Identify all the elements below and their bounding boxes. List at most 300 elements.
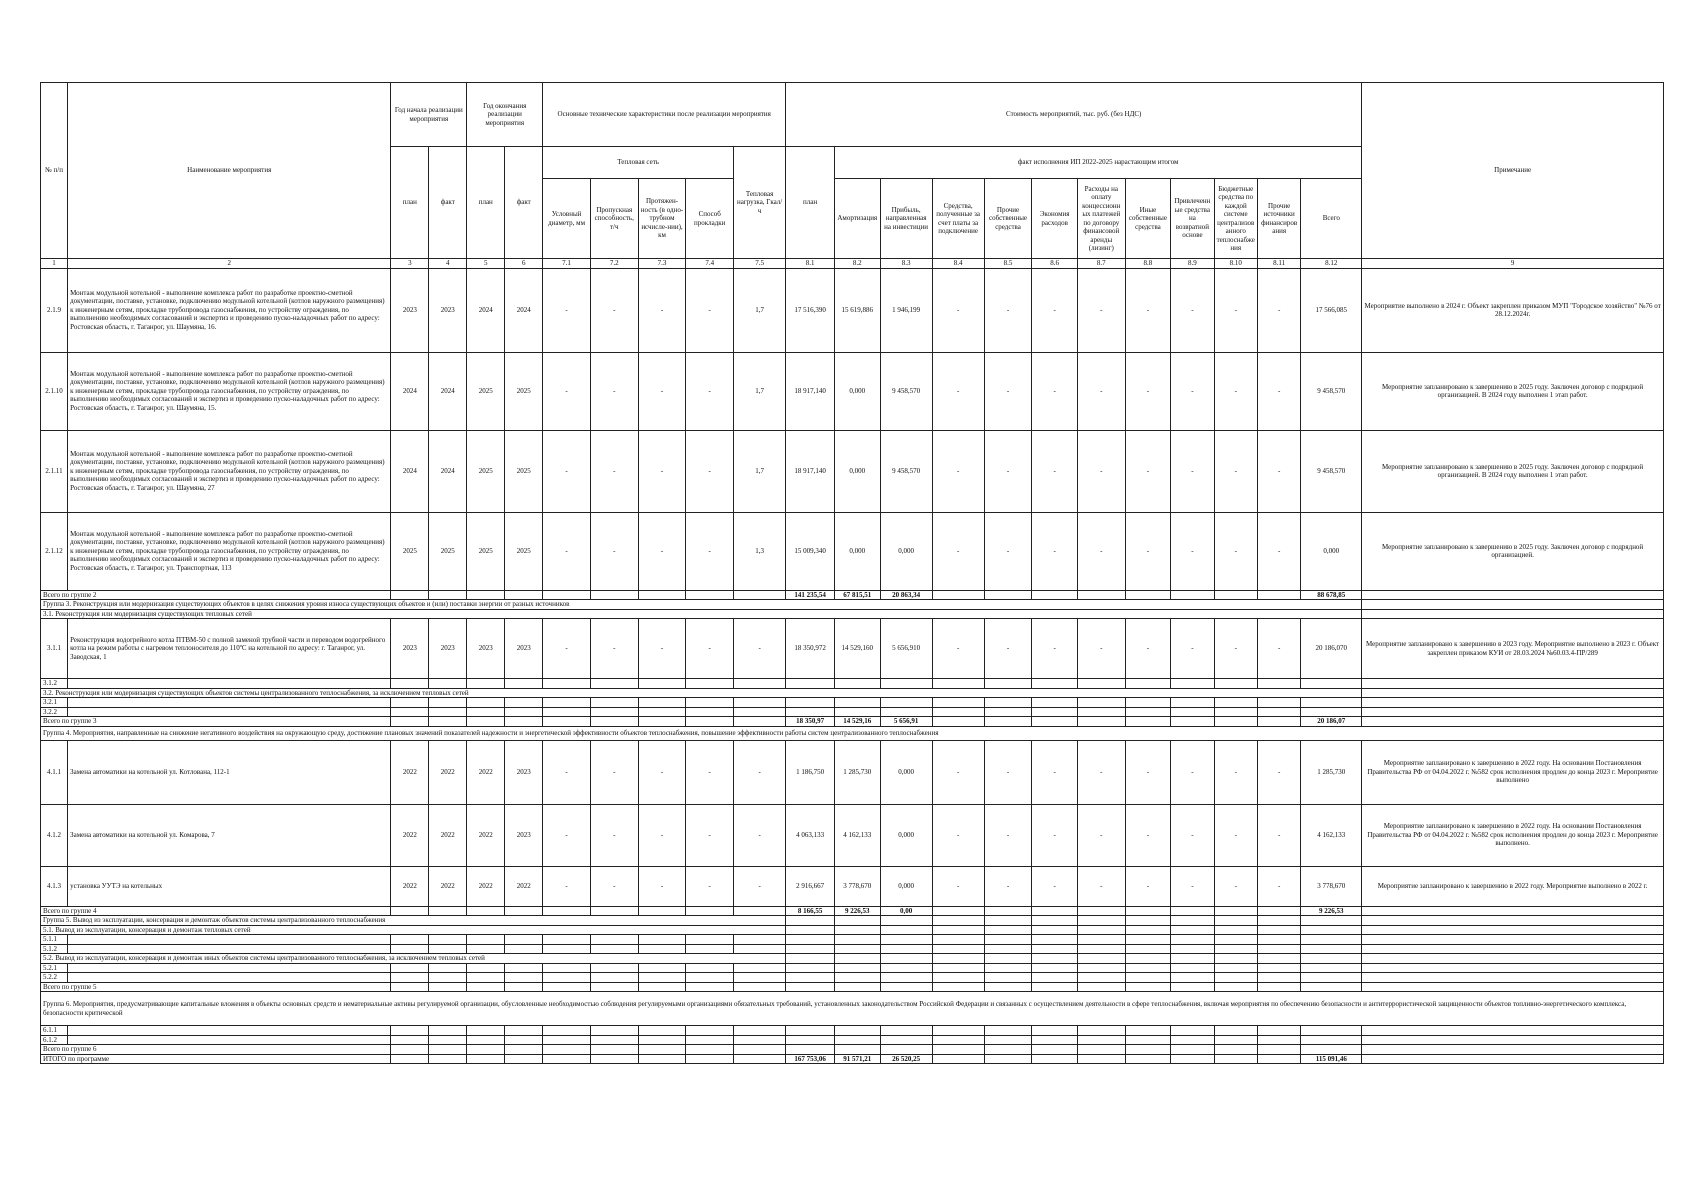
column-number: 8.1 [786,259,835,269]
other-own-header: Прочие собственные средства [984,179,1032,259]
row-cell: 18 350,972 [786,619,835,679]
row-cell: - [1171,619,1214,679]
total-plan: 141 235,54 [786,590,835,600]
row-note: Мероприятие запланировано к завершению в 2025 году. Заключен договор с подрядной организацией. В 2024 году выполнен 1 этап работ. [1362,352,1664,430]
table-row [41,740,1664,804]
total-label: Всего по группе 4 [41,906,391,916]
column-number: 9 [1362,259,1664,269]
row-cell: - [1171,352,1214,430]
column-number: 8.8 [1125,259,1171,269]
tech-char-header: Основные технические характеристики после реализации мероприятия [543,83,786,147]
row-cell: - [543,866,591,906]
subgroup-title: 3.1. Реконструкция или модернизация существующих тепловых сетей [41,609,1362,619]
fact-ip-header: факт исполнения ИП 2022-2025 нарастающим итогом [835,147,1362,179]
row-number: 5.1.1 [41,935,68,945]
row-cell: 1,7 [734,352,786,430]
row-cell: - [1032,268,1078,352]
row-cell: - [1214,866,1257,906]
row-cell: 2024 [467,268,505,352]
diameter-header: Условный диаметр, мм [543,179,591,259]
total-plan: 18 350,97 [786,717,835,727]
row-cell: - [734,619,786,679]
row-cell: 2024 [505,268,543,352]
row-cell: 0,000 [835,512,881,590]
row-cell: - [984,619,1032,679]
row-cell: - [1257,268,1300,352]
row-cell: - [1171,866,1214,906]
row-cell: 1 285,730 [835,740,881,804]
row-cell: 2022 [391,740,429,804]
row-cell: 2025 [467,512,505,590]
column-number: 8.9 [1171,259,1214,269]
row-cell: 2022 [505,866,543,906]
row-note: Мероприятие запланировано к завершению в 2025 году. Заключен договор с подрядной организацией. В 2024 году выполнен 1 этап работ. [1362,430,1664,512]
row-number: 3.1.1 [41,619,68,679]
row-cell: 0,000 [880,866,932,906]
row-cell: 18 917,140 [786,430,835,512]
column-number: 6 [505,259,543,269]
table-row [41,352,1664,430]
total-label: Всего по группе 6 [41,1045,391,1055]
row-cell: 2025 [505,430,543,512]
row-cell: - [543,352,591,430]
row-name: Монтаж модульной котельной - выполнение комплекса работ по разработке проектно-сметной документации, поставке, установке, подключению модульной котельной (котлов наружного размещения) к инженерным сетям, прокладке трубопровода газоснабжения, по устройству ограждения, по выполнению необходимых согласований и экспертиз и проведению пуско-наладочных работ по адресу: Ростовская область, г. Таганрог, ул. Шаумяна, 27 [68,430,391,512]
row-cell: - [1077,352,1125,430]
row-cell: - [686,512,734,590]
column-number: 8.12 [1301,259,1362,269]
table-row [41,866,1664,906]
table-row [41,512,1664,590]
row-name: Монтаж модульной котельной - выполнение комплекса работ по разработке проектно-сметной документации, поставке, установке, подключению модульной котельной (котлов наружного размещения) к инженерным сетям, прокладке трубопровода газоснабжения, по устройству ограждения, по выполнению необходимых согласований и экспертиз и проведению пуско-наладочных работ по адресу: Ростовская область, г. Таганрог, ул. Шаумяна, 15. [68,352,391,430]
row-cell: - [686,430,734,512]
table-row [41,619,1664,679]
row-cell: - [1214,268,1257,352]
row-cell: - [543,619,591,679]
group-3-total-row [41,717,1664,727]
row-cell: - [543,804,591,866]
cost-header: Стоимость мероприятий, тыс. руб. (без НДС) [786,83,1362,147]
row-cell: - [686,804,734,866]
row-cell: 2024 [391,352,429,430]
row-cell: - [984,268,1032,352]
total-label: Всего по группе 3 [41,717,391,727]
row-cell: - [1257,430,1300,512]
group-4-title-row [41,726,1664,740]
row-cell: - [1171,430,1214,512]
table-row [41,430,1664,512]
row-cell: - [1125,619,1171,679]
column-number: 8.10 [1214,259,1257,269]
row-cell: 3 778,670 [1301,866,1362,906]
grand-total-sum: 115 091,46 [1301,1054,1362,1064]
row-cell: - [686,866,734,906]
column-number: 8.4 [932,259,984,269]
total-profit: 5 656,91 [880,717,932,727]
row-cell: - [1257,866,1300,906]
row-cell: 4 063,133 [786,804,835,866]
grand-total-label: ИТОГО по программе [41,1054,391,1064]
row-cell: 2023 [505,804,543,866]
column-number: 3 [391,259,429,269]
grand-total-plan: 167 753,06 [786,1054,835,1064]
total-profit: 20 863,34 [880,590,932,600]
row-cell: 0,000 [835,430,881,512]
laying-header: Способ прокладки [686,179,734,259]
column-number: 8.7 [1077,259,1125,269]
row-note: Мероприятие запланировано к завершению в 2022 году. На основании Постановления Правительства РФ от 04.04.2022 г. №582 срок исполнения продлен до конца 2023 г. Мероприятие выполнено [1362,740,1664,804]
row-cell: 2025 [467,352,505,430]
heat-net-header: Тепловая сеть [543,147,734,179]
row-number: 2.1.12 [41,512,68,590]
row-cell: - [932,512,984,590]
column-number: 4 [429,259,467,269]
row-cell: 1 186,750 [786,740,835,804]
group-title: Группа 6. Мероприятия, предусматривающие капитальные вложения в объекты основных средств и нематериальные активы регулируемой организации, обусловленные необходимостью соблюдения регулируемыми организациями обязательных требований, установленных законодательством Российской Федерации и связанных с осуществлением деятельности в сфере теплоснабжения, включая мероприятия по обеспечению безопасности и антитеррористической защищенности объектов топливно-энергетического комплекса, безопасности критической [41,992,1664,1026]
total-label: Всего по группе 2 [41,590,391,600]
column-number: 7.2 [590,259,638,269]
subgroup-title: 3.2. Реконструкция или модернизация существующих объектов системы централизованного теплоснабжения, за исключением тепловых сетей [41,688,1362,698]
column-number: 7.1 [543,259,591,269]
row-number: 5.2.2 [41,973,68,983]
row-cell: 0,000 [880,804,932,866]
subgroup-row [41,954,1664,964]
row-cell: 2023 [429,619,467,679]
row-cell: - [984,866,1032,906]
group-4-rows [41,740,1664,906]
grand-total-profit: 26 520,25 [880,1054,932,1064]
row-cell: - [1214,740,1257,804]
total-sum: 9 226,53 [1301,906,1362,916]
row-cell: - [590,352,638,430]
row-cell: - [590,619,638,679]
row-cell: 1 285,730 [1301,740,1362,804]
group-6-title-row [41,992,1664,1026]
row-cell: - [1077,866,1125,906]
col-name-header: Наименование мероприятия [68,83,391,259]
column-number: 5 [467,259,505,269]
row-cell: 18 917,140 [786,352,835,430]
cost-plan-header: план [786,147,835,259]
row-number: 6.1.2 [41,1035,68,1045]
row-name: Монтаж модульной котельной - выполнение комплекса работ по разработке проектно-сметной документации, поставке, установке, подключению модульной котельной (котлов наружного размещения) к инженерным сетям, прокладке трубопровода газоснабжения, по устройству ограждения, по выполнению необходимых согласований и экспертиз и проведению пуско-наладочных работ по адресу: Ростовская область, г. Таганрог, ул. Транспортная, 113 [68,512,391,590]
group-3-rows [41,619,1664,679]
length-header: Протяжен-ность (в одно-трубном исчисле-нии), км [638,179,686,259]
group-2-total-row [41,590,1664,600]
empty-row [41,707,1664,717]
row-cell: 4 162,133 [1301,804,1362,866]
row-number: 3.2.2 [41,707,68,717]
empty-row [41,1026,1664,1036]
row-number: 3.2.1 [41,698,68,708]
budget-header: Бюджетные средства по каждой системе централизованного теплоснабжения [1214,179,1257,259]
row-cell: - [1171,804,1214,866]
group-4-total-row [41,906,1664,916]
empty-row [41,1035,1664,1045]
table-row [41,804,1664,866]
capacity-header: Пропускная способность, т/ч [590,179,638,259]
row-cell: - [686,619,734,679]
group-5-title-row [41,916,1664,926]
investment-table [40,82,1664,1064]
row-cell: 1,7 [734,268,786,352]
row-cell: - [590,804,638,866]
group-5-total-row [41,982,1664,992]
row-note: Мероприятие выполнено в 2024 г. Объект закреплен приказом МУП "Городское хозяйство" №76 от 28.12.2024г. [1362,268,1664,352]
row-cell: 15 009,340 [786,512,835,590]
row-cell: - [1125,512,1171,590]
row-note: Мероприятие запланировано к завершению в 2023 году. Мероприятие выполнено в 2023 г. Объект закреплен приказом КУИ от 28.03.2024 №60.03.4-ПР/289 [1362,619,1664,679]
row-number: 4.1.2 [41,804,68,866]
table-row [41,268,1664,352]
row-cell: - [984,512,1032,590]
col-num-header: № п/п [41,83,68,259]
note-header: Примечание [1362,83,1664,259]
end-plan-header: план [467,147,505,259]
row-cell: - [543,512,591,590]
row-cell: 2022 [429,740,467,804]
row-cell: - [1077,804,1125,866]
row-number: 3.1.2 [41,679,68,689]
column-number: 7.5 [734,259,786,269]
group-2-rows [41,268,1664,590]
row-cell: 2025 [467,430,505,512]
borrowed-header: Привлеченные средства на возвратной основе [1171,179,1214,259]
row-cell: 9 458,570 [1301,430,1362,512]
column-number: 8.6 [1032,259,1078,269]
start-plan-header: план [391,147,429,259]
col-end-year-header: Год окончания реализации мероприятия [467,83,543,147]
total-sum: 88 678,85 [1301,590,1362,600]
row-cell: 2023 [505,740,543,804]
row-cell: - [1171,740,1214,804]
row-cell: - [1032,866,1078,906]
col-start-year-header: Год начала реализации мероприятия [391,83,467,147]
lease-header: Расходы на оплату концессионных платежей по договору финансовой аренды (лизинг) [1077,179,1125,259]
row-cell: 4 162,133 [835,804,881,866]
group-title: Группа 5. Вывод из эксплуатации, консервация и демонтаж объектов системы централизованного теплоснабжения [41,916,786,926]
row-cell: - [1214,512,1257,590]
amort-header: Амортизация [835,179,881,259]
row-cell: - [543,430,591,512]
investment-program-sheet [40,82,1664,1116]
row-cell: 5 656,910 [880,619,932,679]
empty-row [41,679,1664,689]
heat-load-header: Тепловая нагрузка, Гкал/ч [734,147,786,259]
row-name: Реконструкция водогрейного котла ПТВМ-50 с полной заменой трубной части и переводом водогрейного котла на режим работы с нагревом теплоносителя до 110ºС на котельной по адресу: г. Таганрог, ул. Заводская, 1 [68,619,391,679]
total-header: Всего [1301,179,1362,259]
empty-row [41,973,1664,983]
row-cell: 2024 [429,352,467,430]
row-cell: - [686,740,734,804]
row-cell: 2024 [391,430,429,512]
row-cell: - [932,804,984,866]
total-amort: 67 815,51 [835,590,881,600]
column-number: 7.3 [638,259,686,269]
group-title: Группа 4. Мероприятия, направленные на снижение негативного воздействия на окружающую среду, достижение плановых значений показателей надежности и энергетической эффективности объектов теплоснабжения, повышение эффективности работы систем централизованного теплоснабжения [41,726,1664,740]
row-cell: - [638,866,686,906]
row-cell: - [1077,740,1125,804]
row-cell: 2023 [391,268,429,352]
row-cell: - [1125,430,1171,512]
row-cell: - [590,866,638,906]
row-cell: 2022 [467,804,505,866]
row-cell: - [932,866,984,906]
row-cell: 1 946,199 [880,268,932,352]
column-number: 1 [41,259,68,269]
row-number: 2.1.11 [41,430,68,512]
row-cell: - [932,352,984,430]
row-number: 5.2.1 [41,963,68,973]
group-3-title-row [41,600,1664,610]
row-cell: - [638,352,686,430]
row-cell: - [984,352,1032,430]
row-cell: 2022 [429,866,467,906]
row-cell: 1,3 [734,512,786,590]
row-cell: 2022 [391,866,429,906]
row-cell: - [638,430,686,512]
row-cell: - [1032,804,1078,866]
row-cell: - [1077,512,1125,590]
row-cell: 2023 [505,619,543,679]
subgroup-title: 5.1. Вывод из эксплуатации, консервация и демонтаж тепловых сетей [41,925,786,935]
row-cell: 2025 [505,352,543,430]
row-cell: 2025 [391,512,429,590]
row-cell: 20 186,070 [1301,619,1362,679]
row-cell: - [1032,430,1078,512]
grand-total-row [41,1054,1664,1064]
row-cell: - [1214,430,1257,512]
row-cell: - [1125,866,1171,906]
row-cell: - [734,866,786,906]
row-number: 2.1.9 [41,268,68,352]
row-cell: - [1257,352,1300,430]
row-cell: - [984,740,1032,804]
row-cell: - [543,268,591,352]
group-6-total-row [41,1045,1664,1055]
row-number: 2.1.10 [41,352,68,430]
row-cell: 2022 [429,804,467,866]
subgroup-row [41,609,1664,619]
row-cell: 2025 [429,512,467,590]
empty-row [41,698,1664,708]
row-cell: - [1257,804,1300,866]
row-cell: - [1171,512,1214,590]
other-src-header: Прочие источники финансирования [1257,179,1300,259]
row-cell: - [638,619,686,679]
empty-row [41,963,1664,973]
row-cell: - [1125,268,1171,352]
row-cell: 2022 [391,804,429,866]
row-cell: 1,7 [734,430,786,512]
row-cell: 2024 [429,430,467,512]
connect-header: Средства, полученные за счет платы за подключение [932,179,984,259]
row-name: установка УУТЭ на котельных [68,866,391,906]
column-number: 7.4 [686,259,734,269]
total-plan: 8 166,55 [786,906,835,916]
total-profit: 0,00 [880,906,932,916]
row-note: Мероприятие запланировано к завершению в 2022 году. Мероприятие выполнено в 2022 г. [1362,866,1664,906]
row-cell: - [590,512,638,590]
column-number: 8.3 [880,259,932,269]
row-cell: 9 458,570 [1301,352,1362,430]
profit-header: Прибыль, направленная на инвестиции [880,179,932,259]
row-cell: 2023 [467,619,505,679]
row-cell: - [984,430,1032,512]
row-note: Мероприятие запланировано к завершению в 2025 году. Заключен договор с подрядной организацией. [1362,512,1664,590]
row-cell: - [1125,740,1171,804]
total-amort: 9 226,53 [835,906,881,916]
row-cell: - [638,268,686,352]
row-cell: 15 619,886 [835,268,881,352]
row-cell: - [1257,619,1300,679]
column-number: 8.2 [835,259,881,269]
row-name: Замена автоматики на котельной ул. Котлована, 112-1 [68,740,391,804]
subgroup-row [41,925,1664,935]
row-cell: 0,000 [880,740,932,804]
row-cell: - [1032,740,1078,804]
empty-row [41,935,1664,945]
row-cell: 3 778,670 [835,866,881,906]
row-cell: 9 458,570 [880,430,932,512]
end-fact-header: факт [505,147,543,259]
row-cell: - [1125,352,1171,430]
subgroup-row [41,688,1664,698]
row-cell: - [734,804,786,866]
row-number: 5.1.2 [41,944,68,954]
row-name: Замена автоматики на котельной ул. Комарова, 7 [68,804,391,866]
row-cell: - [1214,619,1257,679]
column-number: 8.5 [984,259,1032,269]
row-cell: - [590,268,638,352]
column-numbers-row [41,259,1664,269]
row-cell: - [543,740,591,804]
row-cell: - [932,619,984,679]
row-cell: 14 529,160 [835,619,881,679]
row-cell: - [932,740,984,804]
total-sum: 20 186,07 [1301,717,1362,727]
group-title: Группа 3. Реконструкция или модернизация существующих объектов в целях снижения уровня износа существующих объектов и (или) поставки энергии от разных источников [41,600,1362,610]
row-cell: - [1214,804,1257,866]
row-cell: 2022 [467,866,505,906]
other-funds-header: Иные собственные средства [1125,179,1171,259]
column-number: 2 [68,259,391,269]
row-cell: - [1257,512,1300,590]
row-cell: - [1214,352,1257,430]
grand-total-amort: 91 571,21 [835,1054,881,1064]
row-cell: 2023 [429,268,467,352]
row-cell: - [686,268,734,352]
row-number: 4.1.3 [41,866,68,906]
row-cell: 17 516,390 [786,268,835,352]
total-label: Всего по группе 5 [41,982,391,992]
row-cell: - [638,740,686,804]
row-cell: - [984,804,1032,866]
row-cell: - [1171,268,1214,352]
row-number: 6.1.1 [41,1026,68,1036]
row-cell: 2023 [391,619,429,679]
row-cell: - [1077,430,1125,512]
row-cell: - [1077,268,1125,352]
row-cell: 2022 [467,740,505,804]
row-cell: 0,000 [835,352,881,430]
row-cell: - [1032,619,1078,679]
row-cell: - [638,804,686,866]
row-cell: - [686,352,734,430]
row-cell: 2 916,667 [786,866,835,906]
economy-header: Экономия расходов [1032,179,1078,259]
subgroup-title: 5.2. Вывод из эксплуатации, консервация и демонтаж иных объектов системы централизованного теплоснабжения, за исключением тепловых сетей [41,954,786,964]
row-cell: 0,000 [1301,512,1362,590]
